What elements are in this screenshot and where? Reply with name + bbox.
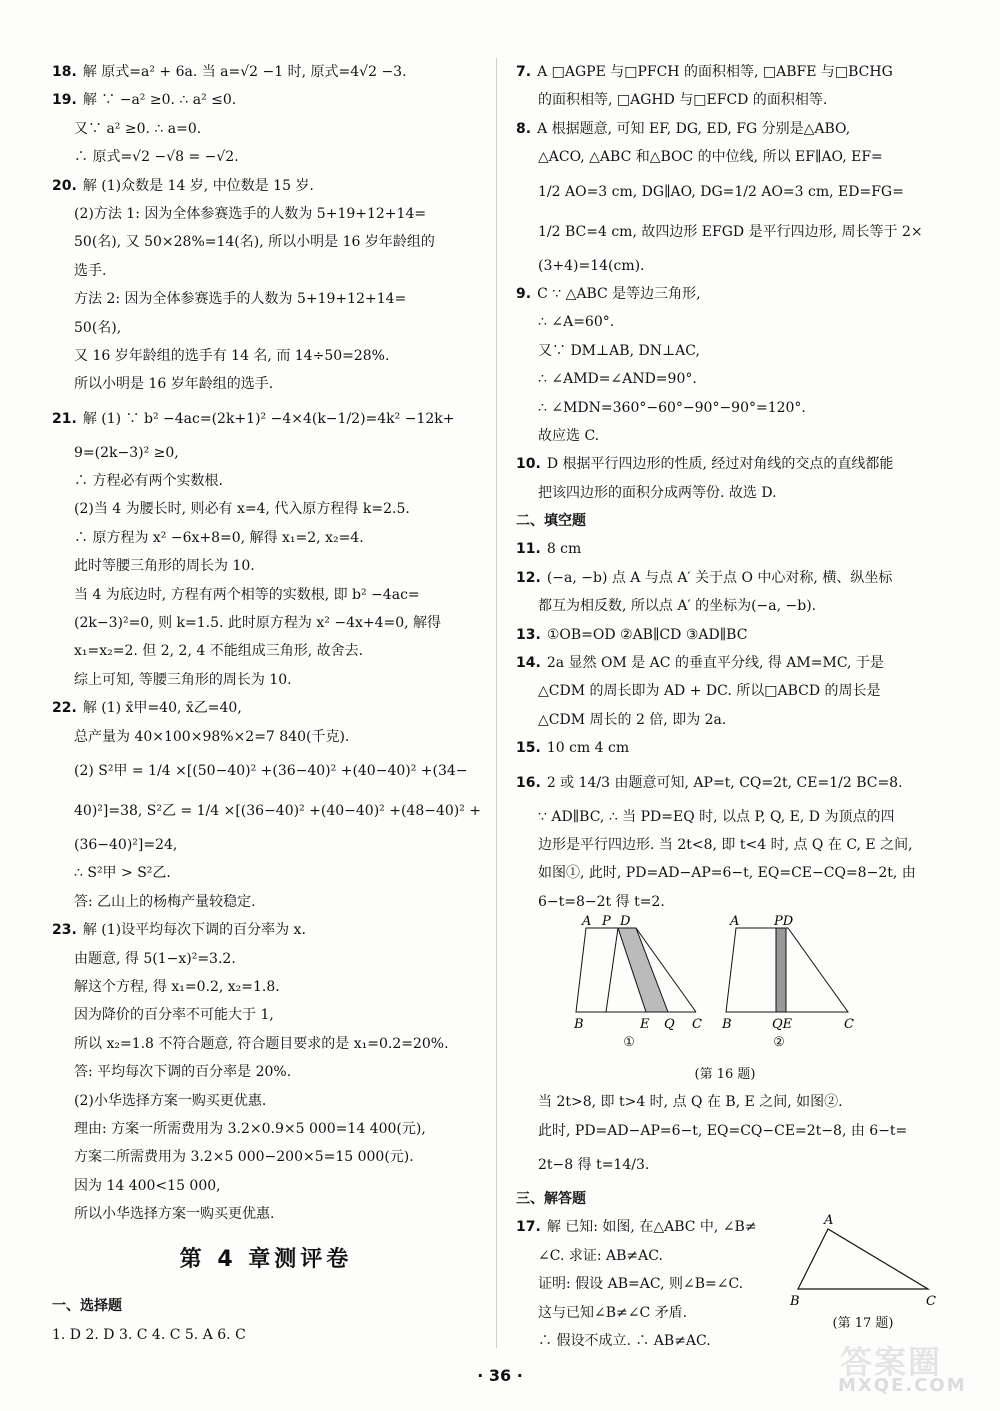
answer-text: 因为 14 400<15 000, — [74, 1177, 221, 1194]
fig16-label-Q: Q — [664, 1017, 675, 1033]
answer-text: 40)²]=38, S²乙 = 1/4 ×[(36−40)² +(40−40)² +(48−40)² + — [74, 802, 482, 819]
answer-line — [52, 399, 480, 439]
answer-text: (2k−3)²=0, 则 k=1.5. 此时原方程为 x² −4x+4=0, 解得 — [74, 615, 442, 632]
answer-line — [516, 58, 934, 86]
answer-text: 解 (1) x̄甲=40, x̄乙=40, — [82, 700, 242, 717]
answer-line — [516, 115, 934, 143]
left-column — [52, 58, 480, 1349]
answer-text: 证明: 假设 AB=AC, 则∠B=∠C. — [538, 1276, 744, 1293]
answer-text: A 根据题意, 可知 EF, DG, ED, FG 分别是△ABO, — [537, 120, 851, 137]
answer-text: 解 (1)众数是 14 岁, 中位数是 15 岁. — [82, 177, 314, 194]
answer-text: 2a 显然 OM 是 AC 的垂直平分线, 得 AM=MC, 于是 — [546, 655, 884, 672]
answer-text: 解 (1) ∵ b² −4ac=(2k+1)² −4×4(k−1/2)=4k² −12k+ — [82, 410, 455, 427]
answer-text: 故应选 C. — [538, 427, 600, 444]
answer-text: (36−40)²]=24, — [74, 836, 178, 853]
fig17-label-C: C — [926, 1294, 936, 1310]
answer-line — [516, 677, 934, 705]
answer-line — [516, 831, 934, 859]
answer-line — [516, 859, 934, 887]
question-number: 12. — [516, 569, 541, 586]
answer-line — [516, 212, 934, 252]
answer-text: 解 ∵ −a² ≥0. ∴ a² ≤0. — [82, 92, 237, 109]
answer-text: 又∵ DM⊥AB, DN⊥AC, — [538, 342, 700, 359]
answer-line — [52, 58, 480, 86]
answer-line — [516, 280, 934, 308]
answer-text: 选手. — [74, 262, 107, 279]
figure-16-title: (第 16 题) — [694, 1067, 756, 1083]
answer-text: 理由: 方案一所需费用为 3.2×0.9×5 000=14 400(元), — [74, 1120, 426, 1137]
answer-line — [52, 115, 480, 143]
fig16-label-A2: A — [730, 914, 740, 930]
answer-text: 50(名), — [74, 319, 122, 336]
answer-text: 由题意, 得 5(1−x)²=3.2. — [74, 950, 236, 967]
chapter-title: 第 4 章测评卷 — [179, 1247, 353, 1273]
question-number: 20. — [52, 177, 77, 194]
answer-text: 的面积相等, □AGHD 与□EFCD 的面积相等. — [538, 92, 828, 109]
answer-text: ∴ 原式=√2 −√8 = −√2. — [74, 149, 239, 166]
answer-line — [516, 450, 934, 478]
watermark-url: MXQE.COM — [838, 1375, 967, 1396]
answer-text: △ACO, △ABC 和△BOC 的中位线, 所以 EF∥AO, EF= — [538, 149, 883, 166]
answer-line — [52, 467, 480, 495]
answer-text: 答: 乙山上的杨梅产量较稳定. — [74, 893, 256, 910]
figure-16-panel-2 — [721, 914, 854, 1032]
answer-line — [516, 803, 934, 831]
fig16-label-B2: B — [722, 1017, 732, 1033]
answer-text: ∴ ∠AMD=∠AND=90°. — [538, 371, 697, 388]
question-number: 19. — [52, 92, 77, 109]
answer-line — [52, 370, 480, 398]
fig16-label-QE: QE — [772, 1017, 793, 1033]
question-number: 14. — [516, 655, 541, 672]
answer-line — [516, 564, 934, 592]
answer-text: 所以小华选择方案一购买更优惠. — [74, 1206, 275, 1223]
answer-line — [52, 524, 480, 552]
answer-text: 边形是平行四边形. 当 2t<8, 即 t<4 时, 点 Q 在 C, E 之间, — [538, 836, 913, 853]
question-17 — [516, 1213, 934, 1355]
answer-text: 解 (1)设平均每次下调的百分率为 x. — [82, 922, 306, 939]
answer-text: 因为降价的百分率不可能大于 1, — [74, 1007, 274, 1024]
answer-line — [52, 1030, 480, 1058]
answer-line — [52, 200, 480, 228]
answer-text: 当 4 为底边时, 方程有两个相等的实数根, 即 b² −4ac= — [74, 586, 420, 603]
question-number: 18. — [52, 64, 77, 80]
answer-text: C ∵ △ABC 是等边三角形, — [537, 285, 701, 302]
answer-text: ∴ ∠MDN=360°−60°−90°−90°=120°. — [538, 399, 806, 416]
answer-line — [52, 439, 480, 467]
answer-text: 9=(2k−3)² ≥0, — [74, 444, 179, 461]
answer-line — [52, 945, 480, 973]
answer-line — [516, 252, 934, 280]
section-fill-heading: 二、填空题 — [516, 513, 586, 530]
answer-text: 所以 x₂=1.8 不符合题意, 符合题目要求的是 x₁=0.2=20%. — [74, 1035, 449, 1052]
answer-line — [516, 706, 934, 734]
answer-text: 50(名), 又 50×28%=14(名), 所以小明是 16 岁年龄组的 — [74, 234, 435, 251]
answer-line — [516, 422, 934, 450]
question-number: 17. — [516, 1219, 541, 1236]
question-number: 22. — [52, 700, 77, 717]
answer-text: 综上可知, 等腰三角形的周长为 10. — [74, 671, 292, 688]
right-answer-lines-a — [516, 58, 934, 507]
fig16-label-P: P — [602, 914, 611, 930]
answer-line — [52, 973, 480, 1001]
answer-line — [516, 86, 934, 114]
answer-line — [52, 637, 480, 665]
answer-text: 2t−8 得 t=14/3. — [538, 1156, 650, 1173]
answer-line — [52, 552, 480, 580]
answer-line — [516, 621, 934, 649]
answer-line — [516, 365, 934, 393]
answer-text: 所以小明是 16 岁年龄组的选手. — [74, 376, 274, 393]
answer-line — [516, 1088, 934, 1116]
left-answer-lines — [52, 58, 480, 1228]
fig16-label-D: D — [620, 914, 631, 930]
answer-line — [516, 394, 934, 422]
answer-text: ∴ 原方程为 x² −6x+8=0, 解得 x₁=2, x₂=4. — [74, 529, 364, 546]
answer-text: △CDM 的周长即为 AD + DC. 所以□ABCD 的周长是 — [538, 683, 881, 700]
answer-line — [52, 1001, 480, 1029]
figure-17-triangle — [788, 1213, 938, 1313]
question-number: 8. — [516, 120, 532, 137]
answer-text: 1/2 AO=3 cm, DG∥AO, DG=1/2 AO=3 cm, ED=FG= — [538, 183, 904, 200]
answer-text: 解 已知: 如图, 在△ABC 中, ∠B≠ — [546, 1219, 757, 1236]
section-choice-heading: 一、选择题 — [52, 1298, 122, 1315]
answer-line — [516, 1145, 934, 1185]
answer-text: ∴ 假设不成立. ∴ AB≠AC. — [538, 1332, 711, 1349]
answer-line — [52, 257, 480, 285]
answer-line — [52, 314, 480, 342]
answer-line — [516, 535, 934, 563]
column-divider — [496, 58, 497, 1348]
answer-line — [52, 831, 480, 859]
answer-line — [52, 172, 480, 200]
choices-line: 1. D 2. D 3. C 4. C 5. A 6. C — [52, 1326, 246, 1343]
answer-text: (2)小华选择方案一购买更优惠. — [74, 1092, 267, 1109]
fig16-label-B: B — [574, 1017, 584, 1033]
answer-line — [516, 649, 934, 677]
right-answer-lines-c — [516, 1088, 934, 1185]
answer-line — [52, 694, 480, 722]
section-solution-heading: 三、解答题 — [516, 1190, 586, 1207]
answer-text: A □AGPE 与□PFCH 的面积相等, □ABFE 与□BCHG — [537, 64, 893, 80]
answer-text: 6−t=8−2t 得 t=2. — [538, 893, 665, 910]
answer-text: 总产量为 40×100×98%×2=7 840(千克). — [74, 728, 350, 745]
answer-text: 此时等腰三角形的周长为 10. — [74, 558, 255, 575]
answer-line — [52, 1087, 480, 1115]
figure-17-caption: (第 17 题) — [832, 1316, 894, 1332]
question-number: 11. — [516, 541, 541, 558]
question-number: 16. — [516, 774, 541, 791]
answer-line — [52, 666, 480, 694]
answer-line — [52, 888, 480, 916]
answer-line — [52, 1200, 480, 1228]
answer-text: 1/2 BC=4 cm, 故四边形 EFGD 是平行四边形, 周长等于 2× — [538, 223, 923, 240]
answer-line — [516, 1117, 934, 1145]
answer-text: D 根据平行四边形的性质, 经过对角线的交点的直线都能 — [546, 456, 894, 473]
answer-line — [52, 228, 480, 256]
answer-line — [516, 337, 934, 365]
answer-line — [52, 1143, 480, 1171]
answer-text: 解 原式=a² + 6a. 当 a=√2 −1 时, 原式=4√2 −3. — [82, 64, 407, 80]
fig16-label-A: A — [582, 914, 592, 930]
answer-line — [52, 143, 480, 171]
answer-text: (2) S²甲 = 1/4 ×[(50−40)² +(36−40)² +(40−40)² +(34− — [74, 762, 468, 779]
question-number: 9. — [516, 285, 532, 302]
answer-line — [516, 479, 934, 507]
answer-line — [52, 751, 480, 791]
answer-line — [516, 592, 934, 620]
answer-line — [52, 1172, 480, 1200]
answer-text: 此时, PD=AD−AP=6−t, EQ=CQ−CE=2t−8, 由 6−t= — [538, 1122, 908, 1139]
answer-text: 10 cm 4 cm — [546, 740, 630, 757]
answer-line — [52, 916, 480, 944]
figure-16-panel-1 — [573, 914, 702, 1032]
answer-text: (3+4)=14(cm). — [538, 257, 645, 274]
answer-line — [52, 342, 480, 370]
question-number: 23. — [52, 922, 77, 939]
answer-line — [52, 1058, 480, 1086]
answer-line — [516, 763, 934, 803]
answer-text: ∴ 方程必有两个实数根. — [74, 473, 223, 490]
answer-line — [52, 495, 480, 523]
answer-text: (−a, −b) 点 A 与点 A′ 关于点 O 中心对称, 横、纵坐标 — [546, 569, 893, 586]
fig16-num-2: ② — [773, 1035, 785, 1051]
answer-line — [516, 172, 934, 212]
fig16-label-C: C — [692, 1017, 702, 1033]
figure-16 — [576, 916, 934, 1036]
answer-text: △CDM 周长的 2 倍, 即为 2a. — [538, 711, 727, 728]
question-number: 13. — [516, 626, 541, 643]
fig16-label-E: E — [640, 1017, 650, 1033]
answer-line — [52, 791, 480, 831]
answer-line — [516, 308, 934, 336]
answer-text: ∴ S²甲 > S²乙. — [74, 865, 171, 882]
answer-text: 如图①, 此时, PD=AD−AP=6−t, EQ=CE−CQ=8−2t, 由 — [538, 865, 916, 882]
answer-text: 又 16 岁年龄组的选手有 14 名, 而 14÷50=28%. — [74, 347, 390, 364]
answer-line — [52, 609, 480, 637]
answer-text: 当 2t>8, 即 t>4 时, 点 Q 在 B, E 之间, 如图②. — [538, 1094, 843, 1111]
answer-text: ∠C. 求证: AB≠AC. — [538, 1247, 663, 1264]
page-number: · 36 · — [477, 1366, 523, 1385]
answer-line — [52, 859, 480, 887]
answer-text: ∴ ∠A=60°. — [538, 314, 615, 331]
fig16-num-1: ① — [623, 1035, 635, 1051]
answer-text: (2)当 4 为腰长时, 则必有 x=4, 代入原方程得 k=2.5. — [74, 501, 410, 518]
answer-text: 答: 平均每次下调的百分率是 20%. — [74, 1064, 292, 1081]
answer-text: 这与已知∠B≠∠C 矛盾. — [538, 1304, 688, 1321]
answer-text: 都互为相反数, 所以点 A′ 的坐标为(−a, −b). — [538, 598, 817, 615]
watermark-logo — [830, 1337, 980, 1399]
answer-line — [516, 143, 934, 171]
question-number: 10. — [516, 456, 541, 473]
fig17-label-B: B — [790, 1294, 800, 1310]
answer-line — [52, 285, 480, 313]
answer-line — [52, 581, 480, 609]
answer-text: ∵ AD∥BC, ∴ 当 PD=EQ 时, 以点 P, Q, E, D 为顶点的四 — [538, 808, 895, 825]
figure-17 — [788, 1213, 938, 1331]
right-column — [516, 58, 934, 1355]
figure-16-caption — [516, 1036, 934, 1062]
answer-line — [516, 734, 934, 762]
watermark-text: 答案圈 — [840, 1343, 943, 1381]
answer-line — [52, 1115, 480, 1143]
answer-text: 又∵ a² ≥0. ∴ a=0. — [74, 120, 202, 137]
answer-text: 方案二所需费用为 3.2×5 000−200×5=15 000(元). — [74, 1149, 414, 1166]
answer-text: 解这个方程, 得 x₁=0.2, x₂=1.8. — [74, 978, 280, 995]
question-number: 15. — [516, 740, 541, 757]
question-number: 7. — [516, 64, 532, 80]
fig16-label-PD: PD — [774, 914, 794, 930]
answer-text: (2)方法 1: 因为全体参赛选手的人数为 5+19+12+14= — [74, 205, 427, 222]
fig16-label-C2: C — [844, 1017, 854, 1033]
answer-text: x₁=x₂=2. 但 2, 2, 4 不能组成三角形, 故舍去. — [74, 643, 364, 660]
fig17-label-A: A — [824, 1213, 834, 1229]
figure-16-diagram — [576, 916, 876, 1036]
answer-text: 2 或 14/3 由题意可知, AP=t, CQ=2t, CE=1/2 BC=8. — [546, 774, 903, 791]
answer-line — [52, 723, 480, 751]
answer-line — [516, 888, 934, 916]
answer-text: ①OB=OD ②AB∥CD ③AD∥BC — [546, 626, 748, 643]
answer-line — [52, 86, 480, 114]
answer-text: 把该四边形的面积分成两等份. 故选 D. — [538, 484, 777, 501]
answer-text: 8 cm — [546, 541, 582, 558]
right-answer-lines-b — [516, 535, 934, 916]
question-number: 21. — [52, 410, 77, 427]
answer-text: 方法 2: 因为全体参赛选手的人数为 5+19+12+14= — [74, 291, 407, 308]
